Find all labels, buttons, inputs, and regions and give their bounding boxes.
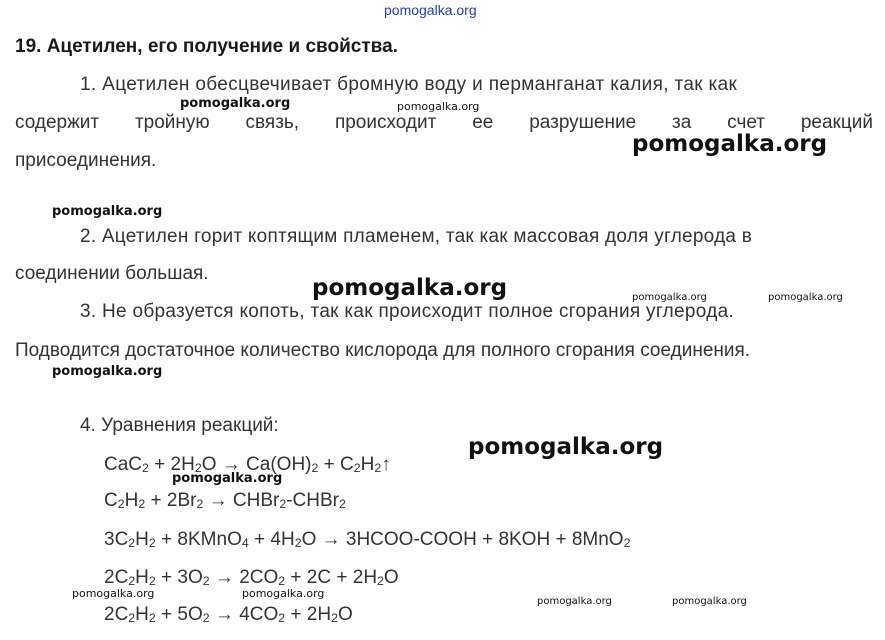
word: реакций bbox=[800, 112, 873, 133]
word: связь, bbox=[245, 112, 300, 133]
paragraph-1-line-3: присоединения. bbox=[15, 150, 157, 171]
watermark: pomogalka.org bbox=[768, 292, 843, 303]
word: разрушение bbox=[529, 112, 637, 133]
equation-2: $C_2H_2 + 2Br_2$ → CHBr$_2$-CHBr$_2$ bbox=[104, 490, 346, 511]
watermark: pomogalka.org bbox=[632, 131, 828, 157]
equation-4: $2C_2H_2 + 3O_2 \to 2CO_2 + 2C + 2H_2O$ bbox=[104, 567, 399, 588]
paragraph-1-line-2 bbox=[15, 112, 873, 134]
word: происходит bbox=[334, 112, 437, 133]
equation-5: $2C_2H_2 + 5O_2 \to 4CO_2 + 2H_2O$ bbox=[104, 604, 353, 625]
watermark-top: pomogalka.org bbox=[384, 2, 477, 18]
equation-1: $CaC_2 + 2H_2O \to Ca(OH)_2$ + $C_2H_2↑$ bbox=[104, 454, 391, 475]
paragraph-2-line-2: соединении большая. bbox=[15, 263, 209, 284]
word: тройную bbox=[134, 112, 210, 133]
page-title: 19. Ацетилен, его получение и свойства. bbox=[15, 36, 398, 57]
equations-heading: 4. Уравнения реакций: bbox=[80, 415, 279, 436]
paragraph-3-line-2: Подводится достаточное количество кислорода для полного сгорания соединения. bbox=[15, 340, 751, 361]
word: за bbox=[672, 112, 692, 133]
watermark: pomogalka.org bbox=[72, 587, 155, 600]
watermark: pomogalka.org bbox=[468, 434, 664, 460]
watermark: pomogalka.org bbox=[172, 471, 283, 486]
equation-3: $3C_2H_2$ + 8KMnO$_4$ + $4H_2O$ → 3HCOO-COOH + 8KOH + 8MnO$_2$ bbox=[104, 529, 631, 550]
watermark: pomogalka.org bbox=[180, 96, 291, 111]
word: содержит bbox=[15, 112, 100, 133]
watermark: pomogalka.org bbox=[537, 596, 612, 607]
watermark: pomogalka.org bbox=[397, 100, 480, 113]
word: счет bbox=[727, 112, 765, 133]
watermark: pomogalka.org bbox=[242, 587, 325, 600]
watermark: pomogalka.org bbox=[312, 275, 508, 301]
paragraph-3-line-1: 3. Не образуется копоть, так как происходит полное сгорания углерода. bbox=[80, 301, 735, 322]
paragraph-2-line-1: 2. Ацетилен горит коптящим пламенем, так как массовая доля углерода в bbox=[80, 226, 753, 247]
word: ее bbox=[472, 112, 494, 133]
watermark: pomogalka.org bbox=[52, 364, 163, 379]
paragraph-1-line-1: 1. Ацетилен обесцвечивает бромную воду и перманганат калия, так как bbox=[80, 74, 738, 95]
watermark: pomogalka.org bbox=[52, 204, 163, 219]
watermark: pomogalka.org bbox=[672, 596, 747, 607]
watermark: pomogalka.org bbox=[632, 292, 707, 303]
